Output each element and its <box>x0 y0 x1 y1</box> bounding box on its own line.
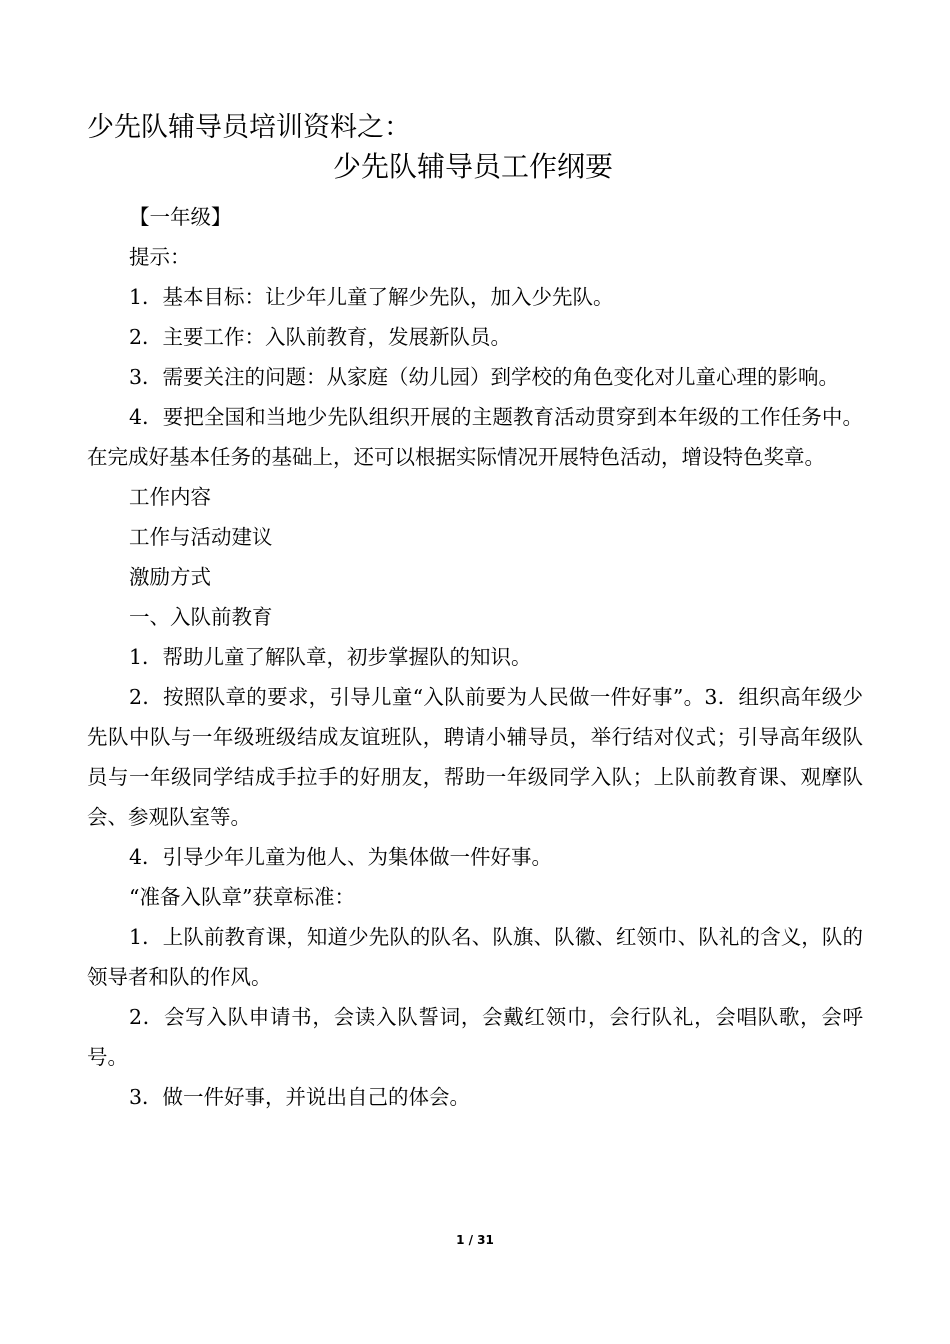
body-paragraph: 4．引导少年儿童为他人、为集体做一件好事。 <box>129 845 553 869</box>
section-label: 激励方式 <box>129 565 211 589</box>
document-body <box>87 197 863 1117</box>
body-paragraph: 2．主要工作：入队前教育，发展新队员。 <box>129 325 512 349</box>
section-label: 工作与活动建议 <box>129 525 273 549</box>
section-label: 工作内容 <box>129 485 211 509</box>
body-paragraph: 3．需要关注的问题：从家庭（幼儿园）到学校的角色变化对儿童心理的影响。 <box>129 365 840 389</box>
body-paragraph: 1．上队前教育课，知道少先队的队名、队旗、队徽、红领巾、队礼的含义，队的领导者和队的作风。 <box>87 925 863 989</box>
document-title-line-2: 少先队辅导员工作纲要 <box>333 150 614 183</box>
tips-label: 提示： <box>129 245 191 269</box>
body-paragraph: 1．帮助儿童了解队章，初步掌握队的知识。 <box>129 645 532 669</box>
document-title-line-1: 少先队辅导员培训资料之： <box>87 112 411 143</box>
grade-heading: 【一年级】 <box>129 205 232 229</box>
body-paragraph: 4．要把全国和当地少先队组织开展的主题教育活动贯穿到本年级的工作任务中。在完成好基本任务的基础上，还可以根据实际情况开展特色活动，增设特色奖章。 <box>87 405 863 469</box>
badge-criteria-heading: “准备入队章”获章标准： <box>129 885 355 909</box>
section-heading: 一、入队前教育 <box>129 605 273 629</box>
body-paragraph: 2．按照队章的要求，引导儿童“入队前要为人民做一件好事”。3．组织高年级少先队中队与一年级班级结成友谊班队，聘请小辅导员，举行结对仪式；引导高年级队员与一年级同学结成手拉手的好朋友，帮助一年级同学入队；上队前教育课、观摩队会、参观队室等。 <box>87 685 863 829</box>
body-paragraph: 3．做一件好事，并说出自己的体会。 <box>129 1085 471 1109</box>
body-paragraph: 2．会写入队申请书，会读入队誓词，会戴红领巾，会行队礼，会唱队歌，会呼号。 <box>87 1005 863 1069</box>
body-paragraph: 1．基本目标：让少年儿童了解少先队，加入少先队。 <box>129 285 614 309</box>
page-number: 1 / 31 <box>456 1233 494 1247</box>
